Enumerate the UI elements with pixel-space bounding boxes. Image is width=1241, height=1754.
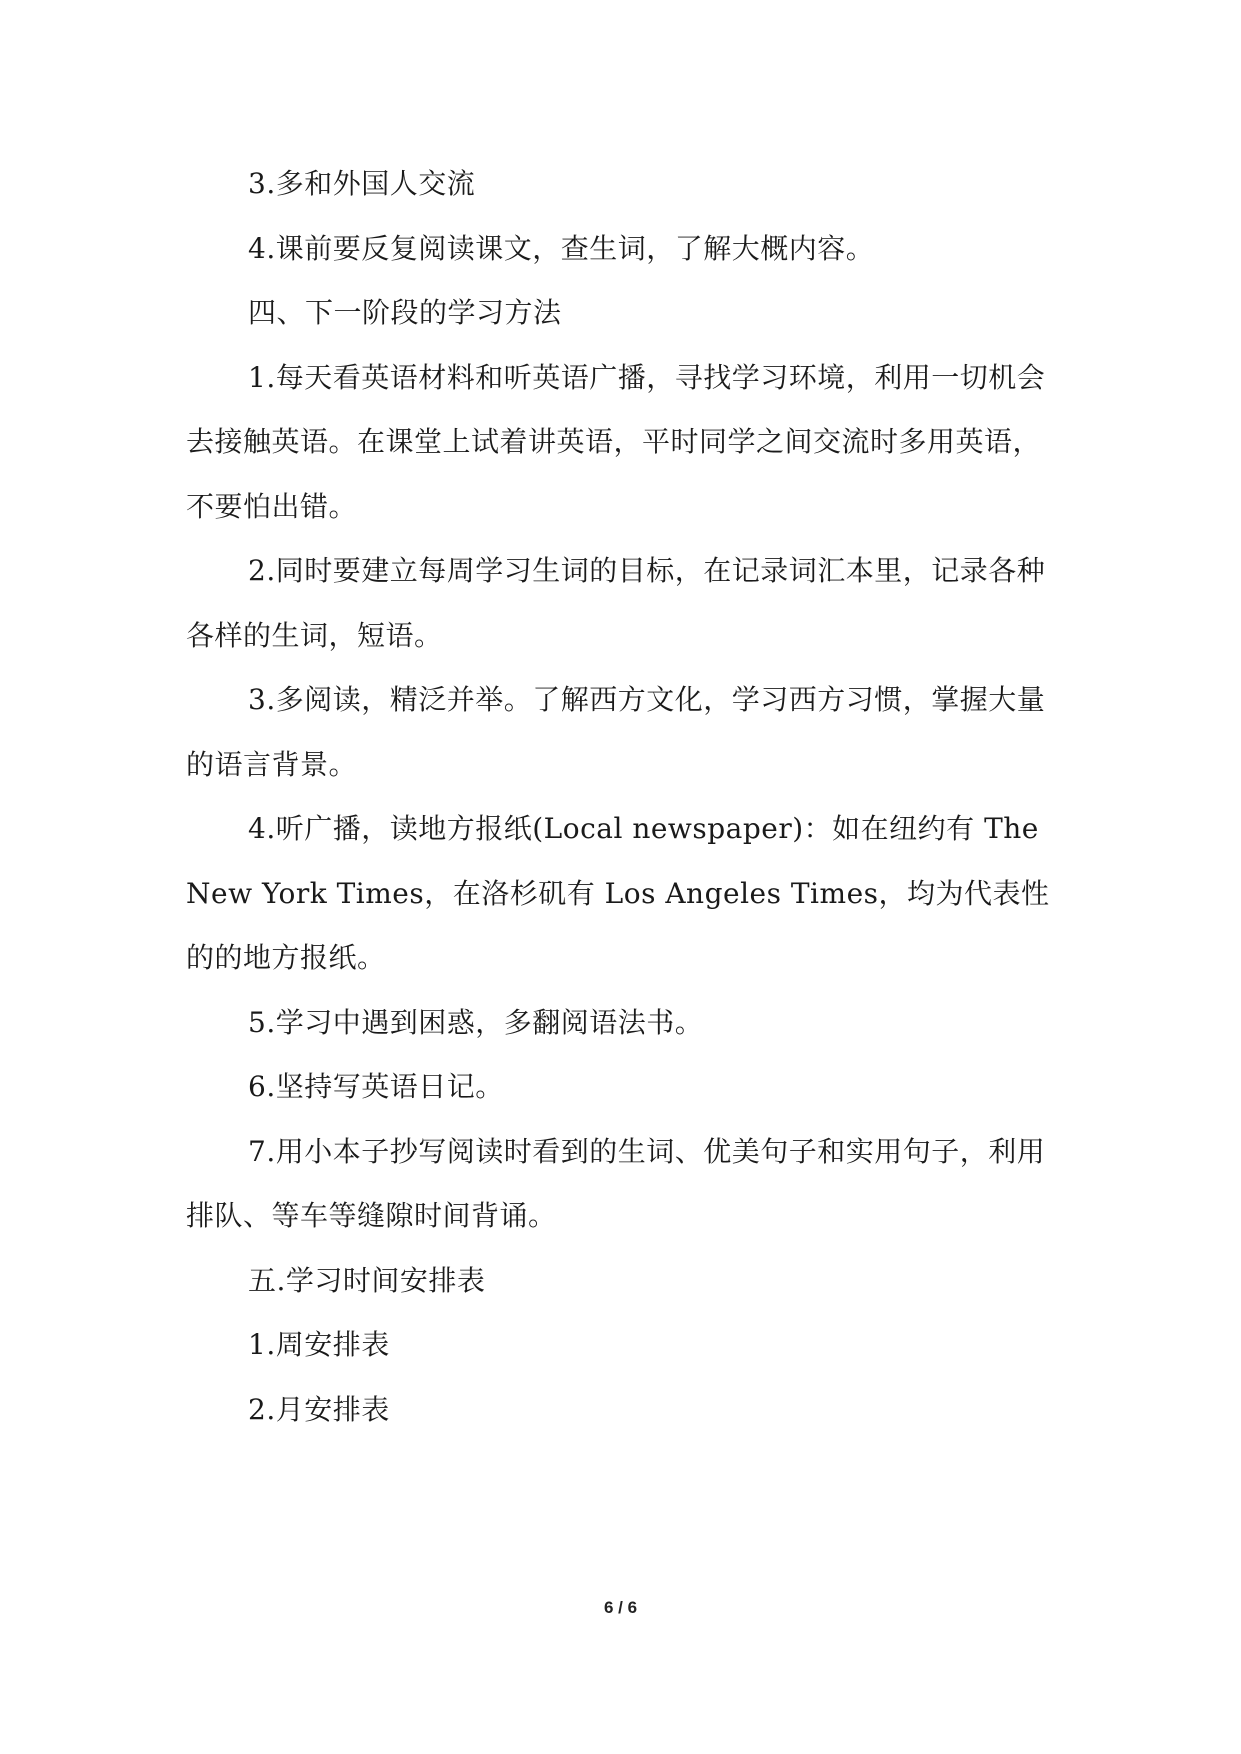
list-item: 4.听广播，读地方报纸(Local newspaper)：如在纽约有 The New York Times，在洛杉矶有 Los Angeles Times，均为代表性的的地方报纸。 bbox=[186, 812, 1050, 974]
list-item: 1.周安排表 bbox=[248, 1328, 390, 1361]
list-item: 7.用小本子抄写阅读时看到的生词、优美句子和实用句子，利用排队、等车等缝隙时间背诵。 bbox=[186, 1134, 1046, 1232]
list-item: 2.月安排表 bbox=[248, 1392, 390, 1426]
section-heading: 五.学习时间安排表 bbox=[248, 1263, 486, 1297]
list-item: 1.每天看英语材料和听英语广播，寻找学习环境，利用一切机会去接触英语。在课堂上试着讲英语，平时同学之间交流时多用英语，不要怕出错。 bbox=[186, 360, 1046, 523]
list-item: 3.多阅读，精泛并举。了解西方文化，学习西方习惯，掌握大量的语言背景。 bbox=[186, 683, 1046, 781]
list-item: 6.坚持写英语日记。 bbox=[248, 1070, 504, 1103]
list-item: 4.课前要反复阅读课文，查生词，了解大概内容。 bbox=[248, 231, 875, 265]
list-item: 5.学习中遇到困惑，多翻阅语法书。 bbox=[248, 1005, 704, 1039]
section-heading: 四、下一阶段的学习方法 bbox=[248, 296, 562, 329]
list-item: 2.同时要建立每周学习生词的目标，在记录词汇本里，记录各种各样的生词，短语。 bbox=[186, 554, 1046, 652]
list-item: 3.多和外国人交流 bbox=[248, 167, 476, 200]
document-body bbox=[186, 152, 1064, 1442]
page-number: 6 / 6 bbox=[603, 1598, 638, 1617]
